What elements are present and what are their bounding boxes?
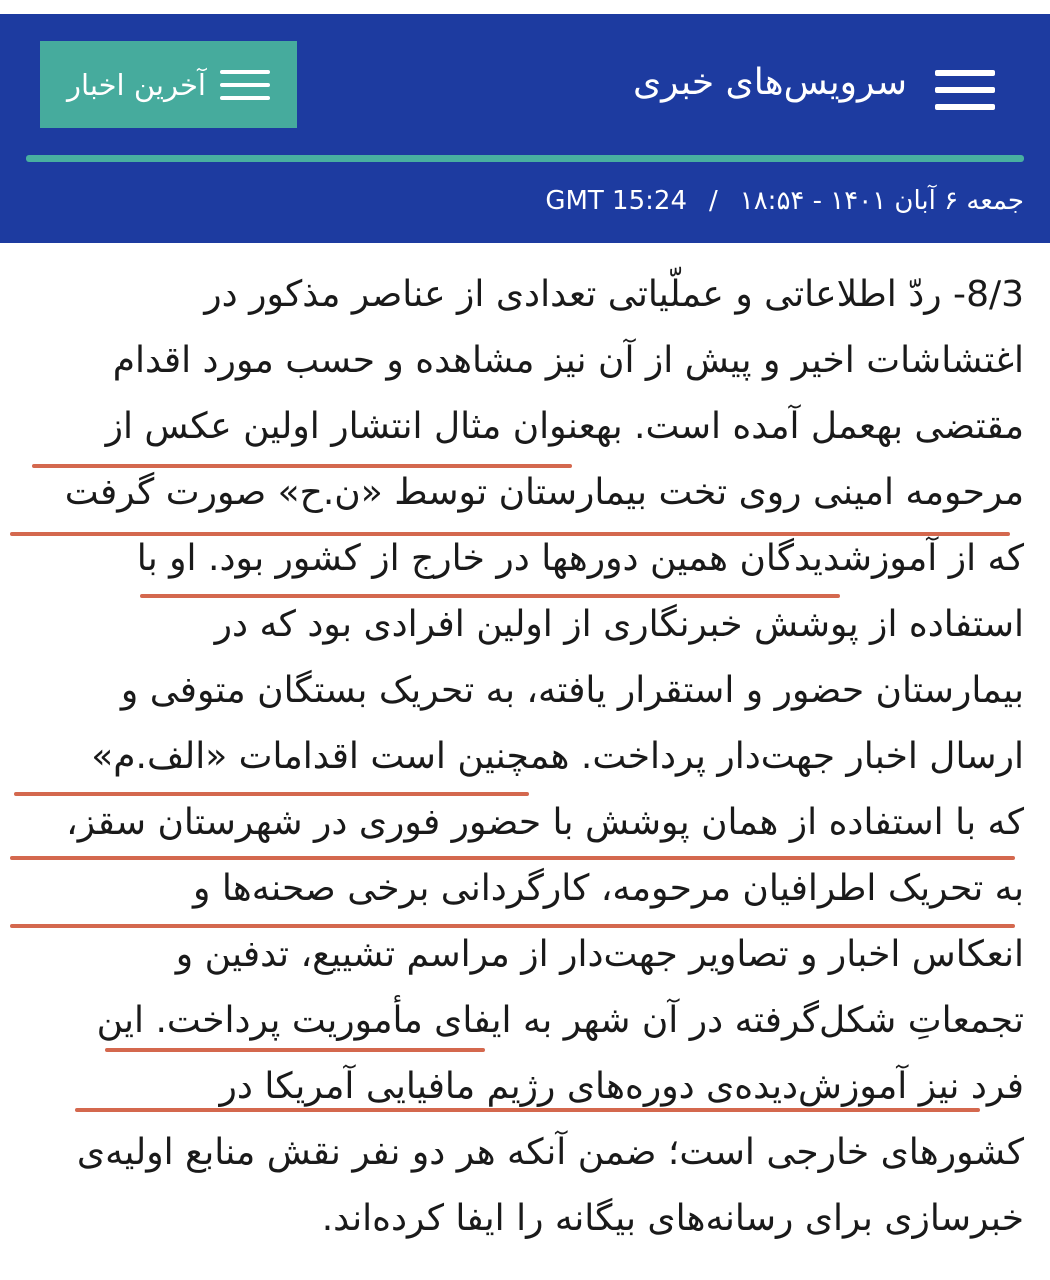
list-menu-icon (220, 70, 270, 100)
article-line: استفاده از پوشش خبرنگاری از اولین افرادی بود که در (214, 604, 1024, 645)
article-line: که با استفاده از همان پوشش با حضور فوری در شهرستان سقز، (66, 802, 1024, 843)
article-line: 8/3- ردّ اطلاعاتی و عملّیاتی تعدادی از عناصر مذکور در (204, 274, 1024, 315)
article-line: مقتضی بهعمل آمده است. بهعنوان مثال انتشار اولین عکس از (105, 406, 1024, 447)
article-line: به تحریک اطرافیان مرحومه، کارگردانی برخی صحنه‌ها و (193, 868, 1024, 909)
article-line: فرد نیز آموزش‌دیده‌ی دوره‌های رژیم مافیایی آمریکا در (219, 1066, 1024, 1107)
highlight-underline (105, 1048, 485, 1052)
date-local: جمعه ۶ آبان ۱۴۰۱ - ۱۸:۵۴ (739, 186, 1024, 216)
highlight-underline (10, 924, 1015, 928)
article-line: اغتشاشات اخیر و پیش از آن نیز مشاهده و حسب مورد اقدام (112, 340, 1024, 381)
article-line: که از آموزشدیدگان همین دورهها در خارج از کشور بود. او با (136, 538, 1024, 579)
article-line: تجمعاتِ شکل‌گرفته در آن شهر به ایفای مأموریت پرداخت. این (96, 1000, 1024, 1041)
highlight-underline (10, 532, 1010, 536)
article-line: ارسال اخبار جهت‌دار پرداخت. همچنین است اقدامات «الف.م» (91, 736, 1024, 777)
article-line: کشورهای خارجی است؛ ضمن آنکه هر دو نفر نقش منابع اولیه‌ی (76, 1132, 1024, 1173)
publish-date (545, 186, 1024, 216)
section-title: سرویس‌های خبری (632, 62, 907, 103)
highlight-underline (140, 594, 840, 598)
highlight-underline (32, 464, 572, 468)
article-line: انعکاس اخبار و تصاویر جهت‌دار از مراسم تشییع، تدفین و (175, 934, 1024, 975)
highlight-underline (75, 1108, 980, 1112)
date-separator: / (708, 186, 718, 216)
highlight-underline (10, 856, 1015, 860)
hamburger-menu-icon[interactable] (935, 70, 995, 110)
article-line: خبرسازی برای رسانه‌های بیگانه را ایفا کرده‌اند. (321, 1198, 1024, 1239)
latest-news-button[interactable] (40, 41, 297, 128)
header-divider (26, 155, 1024, 162)
article-body (26, 262, 1024, 1252)
date-gmt: GMT 15:24 (545, 186, 687, 216)
site-header (0, 0, 1050, 243)
article-line: مرحومه امینی روی تخت بیمارستان توسط «ن.ح» صورت گرفت (64, 472, 1024, 513)
highlight-underline (14, 792, 529, 796)
article-line: بیمارستان حضور و استقرار یافته، به تحریک بستگان متوفی و (120, 670, 1024, 711)
latest-news-label: آخرین اخبار (67, 67, 206, 102)
